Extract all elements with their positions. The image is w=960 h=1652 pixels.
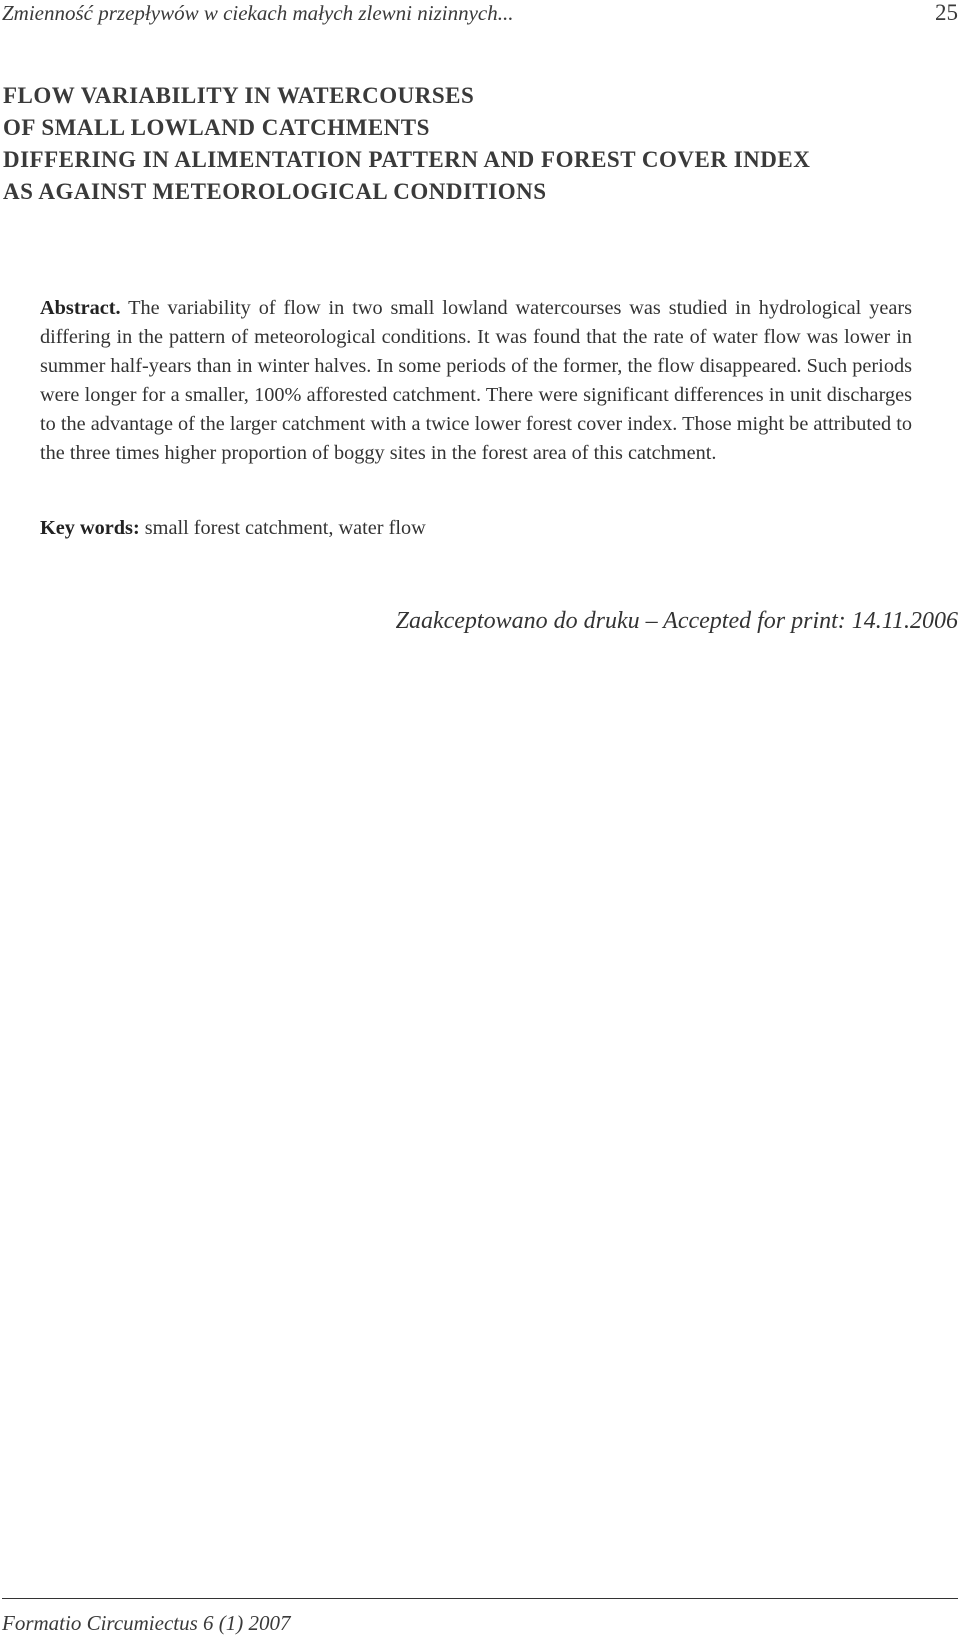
abstract-text: The variability of flow in two small lowland watercourses was studied in hydrological years differing in the pattern of meteorological conditions. It was found that the rate of water flow was lower in summer half-years than in winter halves. In some periods of the former, the flow disappeared. Such periods were longer for a smaller, 100% afforested catchment. There were significant differences in unit discharges to the advantage of the larger catchment with a twice lower forest cover index. Those might be attributed to the three times higher proportion of boggy sites in the forest area of this catchment. [40, 297, 912, 464]
acceptance-note: Zaakceptowano do druku – Accepted for print: 14.11.2006 [395, 608, 958, 634]
title-line: OF SMALL LOWLAND CATCHMENTS [3, 115, 430, 140]
journal-footer: Formatio Circumiectus 6 (1) 2007 [2, 1611, 291, 1635]
running-head: Zmienność przepływów w ciekach małych zlewni nizinnych... [2, 1, 514, 25]
footer-divider [2, 1598, 958, 1599]
abstract-paragraph [40, 294, 912, 468]
title-line: AS AGAINST METEOROLOGICAL CONDITIONS [3, 179, 547, 204]
page-number: 25 [935, 0, 958, 25]
keywords-text: small forest catchment, water flow [144, 517, 426, 539]
article-title [3, 80, 943, 208]
keywords-paragraph [40, 514, 912, 543]
abstract-label: Abstract. [40, 297, 121, 319]
keywords-label: Key words: [40, 517, 140, 539]
title-line: FLOW VARIABILITY IN WATERCOURSES [3, 83, 475, 108]
page-header [2, 0, 960, 28]
title-line: DIFFERING IN ALIMENTATION PATTERN AND FOREST COVER INDEX [3, 147, 811, 172]
